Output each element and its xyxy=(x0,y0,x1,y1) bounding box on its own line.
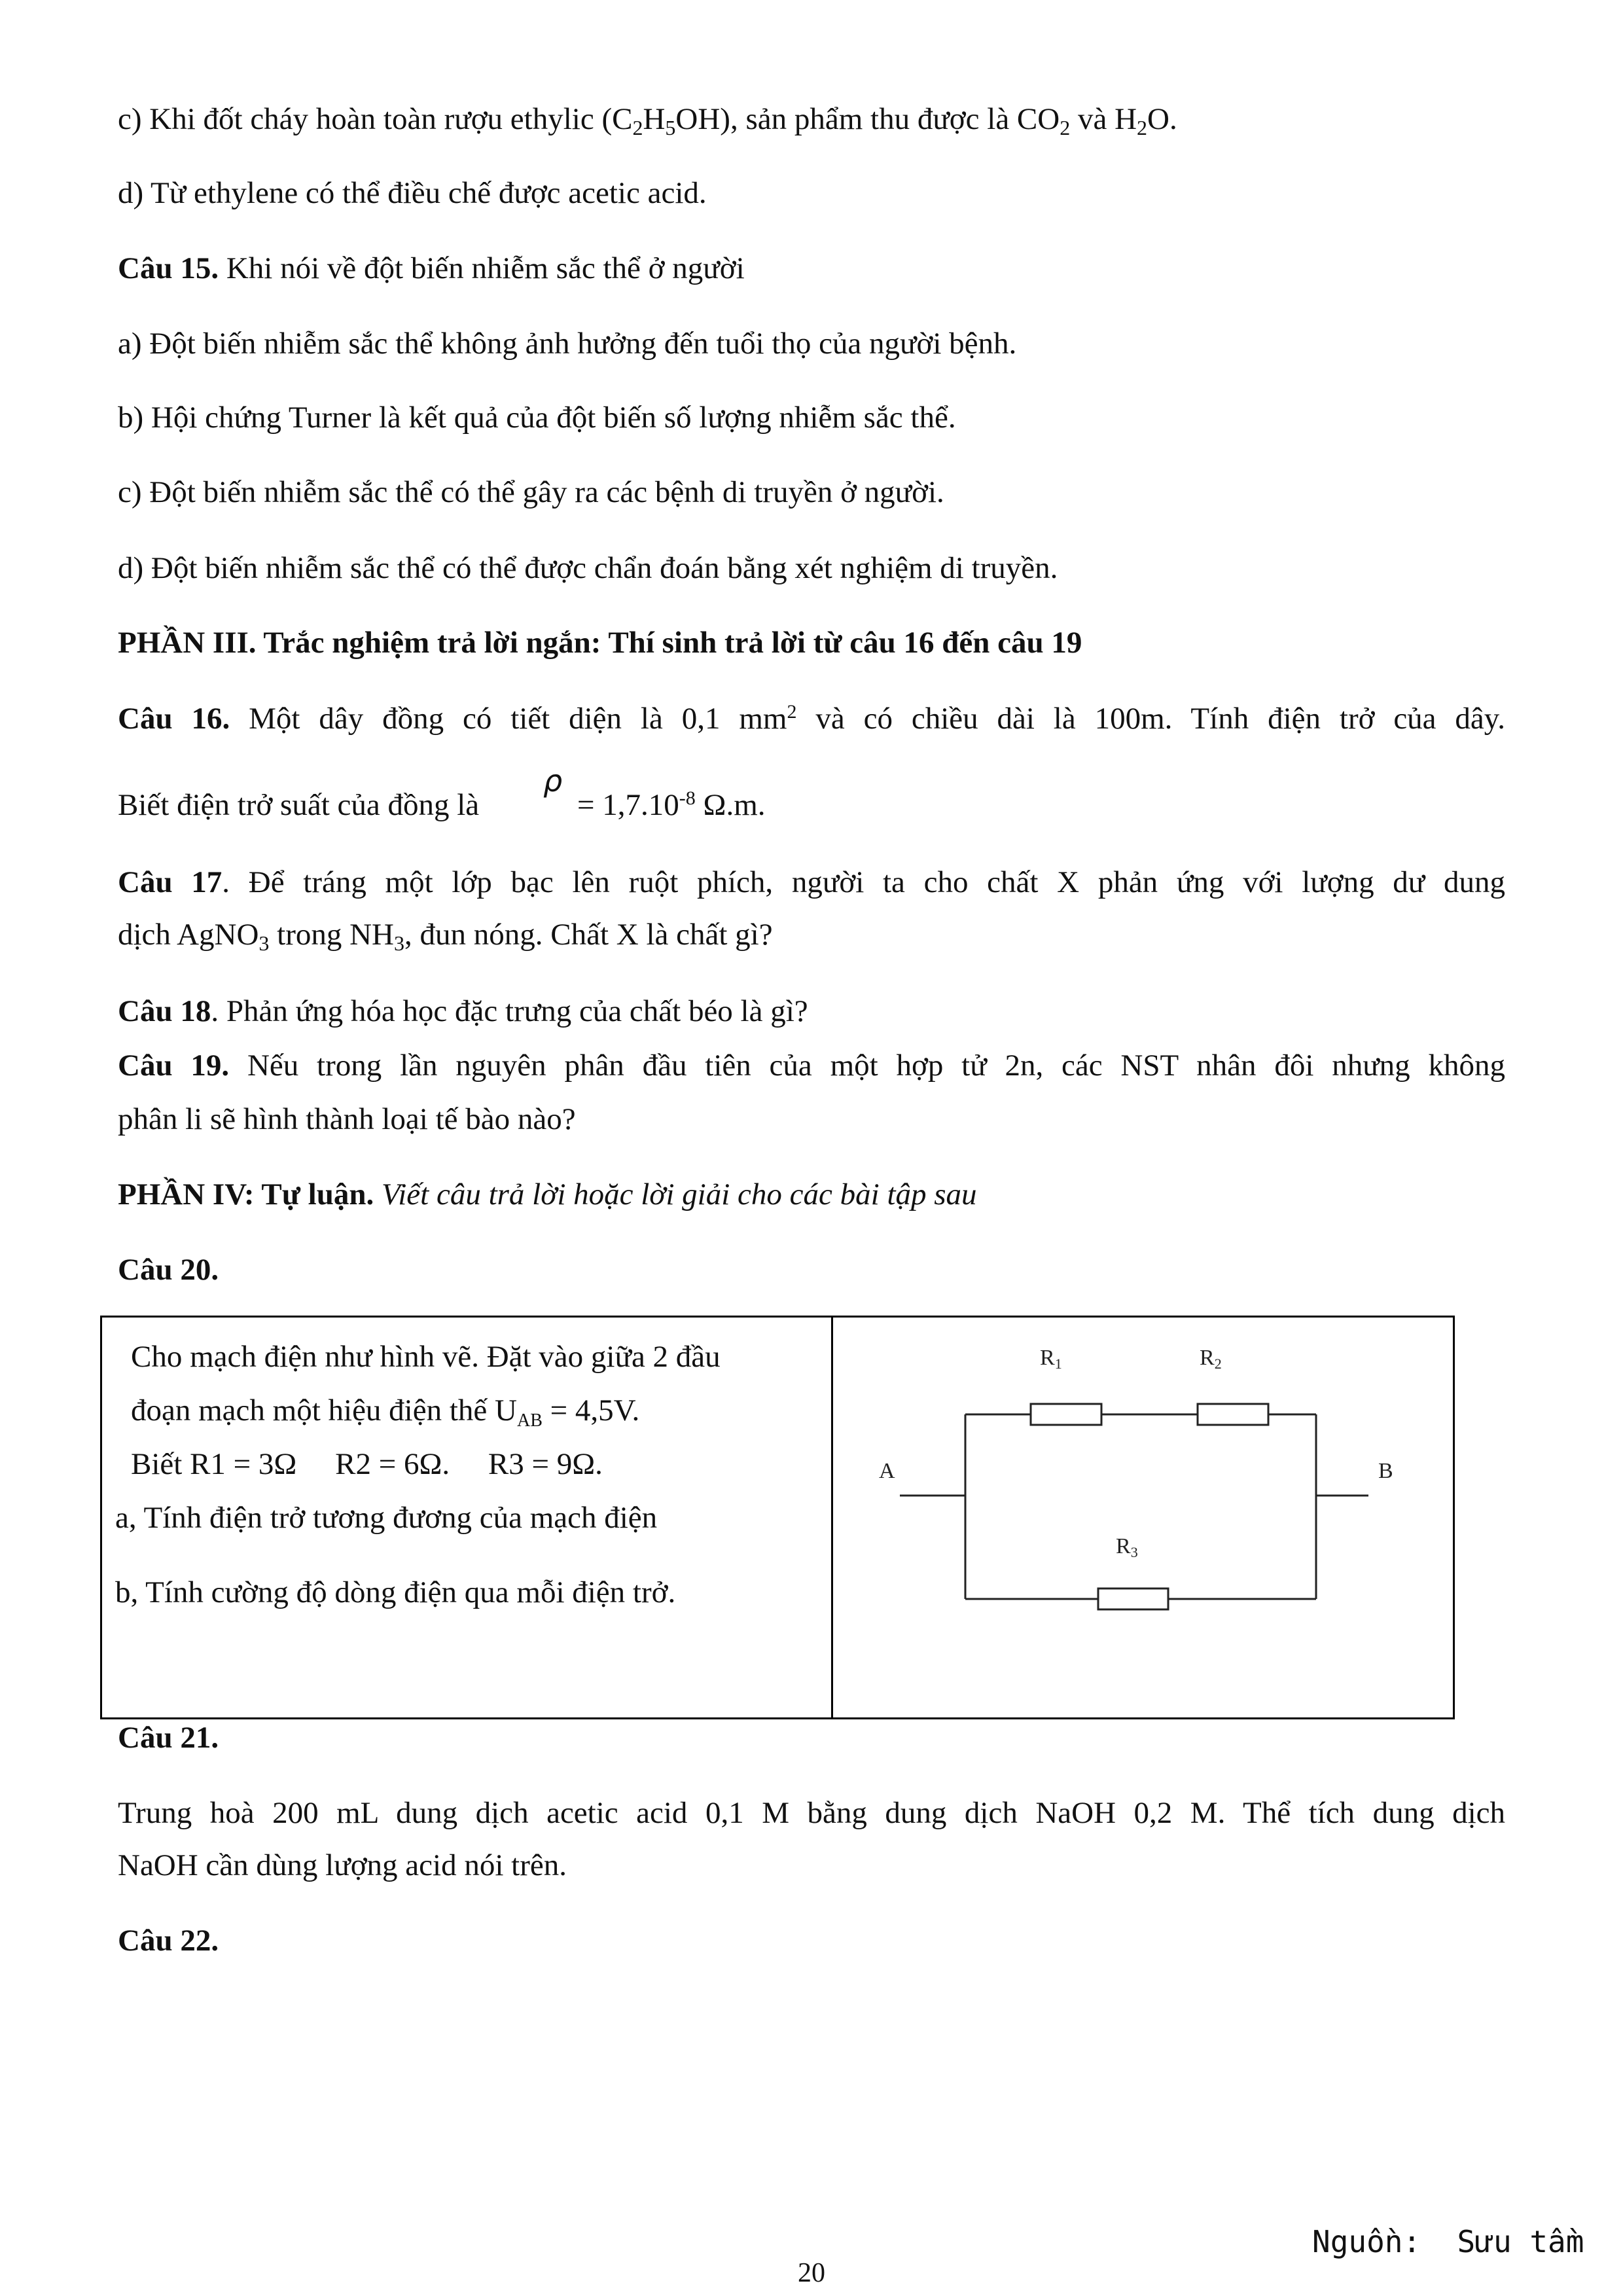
resistor-r1 xyxy=(1031,1404,1101,1425)
label-r2 xyxy=(1200,1346,1222,1372)
q14-c-text: c) Khi đốt cháy hoàn toàn rượu ethylic (C xyxy=(118,102,633,136)
resistor-r2 xyxy=(1198,1404,1268,1425)
q16-sup: 2 xyxy=(787,701,797,723)
q21-line2: NaOH cần dùng lượng acid nói trên. xyxy=(118,1848,567,1882)
q16-line2-value xyxy=(577,785,766,825)
q14-c-sub: 5 xyxy=(665,116,676,139)
q14-c-sub: 2 xyxy=(632,116,643,139)
q18-label: Câu 18 xyxy=(118,994,211,1028)
q16-text: Ω.m. xyxy=(695,788,766,822)
q19-line1 xyxy=(118,1046,1505,1085)
q17-sub: 3 xyxy=(259,931,270,955)
q14-c-text: và H xyxy=(1070,102,1137,136)
q14-option-d: d) Từ ethylene có thể điều chế được acetic acid. xyxy=(118,176,707,210)
q20-line1: Cho mạch điện như hình vẽ. Đặt vào giữa 2 đầu xyxy=(131,1340,721,1374)
q15-option-d: d) Đột biến nhiễm sắc thể có thể được chẩn đoán bằng xét nghiệm di truyền. xyxy=(118,551,1058,585)
q18 xyxy=(118,992,808,1031)
q15-label: Câu 15. xyxy=(118,251,219,285)
label-r3-main: R xyxy=(1116,1534,1131,1558)
label-r2-sub: 2 xyxy=(1214,1355,1222,1372)
q19-line2: phân li sẽ hình thành loại tế bào nào? xyxy=(118,1102,576,1136)
q20-sub: AB xyxy=(516,1410,543,1431)
q15-option-a: a) Đột biến nhiễm sắc thể không ảnh hưởng đến tuổi thọ của người bệnh. xyxy=(118,327,1017,361)
q21-line1: Trung hoà 200 mL dung dịch acetic acid 0,1 M bằng dung dịch NaOH 0,2 M. Thể tích dung dịch xyxy=(118,1796,1505,1830)
label-node-a: A xyxy=(879,1459,895,1483)
q20-text: = 4,5V. xyxy=(542,1393,640,1427)
q20-text-cell xyxy=(101,1317,832,1719)
q17-text: trong NH xyxy=(269,918,394,952)
label-node-b: B xyxy=(1378,1459,1393,1483)
label-r2-main: R xyxy=(1200,1346,1215,1370)
q19-text: Nếu trong lần nguyên phân đầu tiên của một hợp tử 2n, các NST nhân đôi nhưng không xyxy=(229,1049,1505,1083)
q16-text: và có chiều dài là 100m. Tính điện trở của dây. xyxy=(796,702,1505,736)
q17-text: , đun nóng. Chất X là chất gì? xyxy=(404,918,773,952)
q16-text: = 1,7.10 xyxy=(577,788,679,822)
q20-text: đoạn mạch một hiệu điện thế U xyxy=(131,1393,517,1427)
label-r1-sub: 1 xyxy=(1054,1355,1062,1372)
q14-c-text: H xyxy=(643,102,666,136)
q20-circuit-cell xyxy=(832,1317,1454,1719)
source-footer: Nguồn: Sưu tầm xyxy=(1312,2224,1584,2259)
q20-table xyxy=(100,1316,1455,1719)
q21-label: Câu 21. xyxy=(118,1721,219,1755)
resistor-r3 xyxy=(1098,1588,1168,1609)
q16-sup: -8 xyxy=(679,787,696,809)
label-r1 xyxy=(1040,1346,1062,1372)
q15-stem xyxy=(118,249,745,288)
q17-line1 xyxy=(118,863,1505,902)
q19-label: Câu 19. xyxy=(118,1049,230,1083)
label-r1-main: R xyxy=(1040,1346,1055,1370)
q16-line1 xyxy=(118,699,1505,738)
page-number: 20 xyxy=(798,2258,825,2288)
q14-c-sub: 2 xyxy=(1060,116,1071,139)
q20-line3: Biết R1 = 3Ω R2 = 6Ω. R3 = 9Ω. xyxy=(131,1447,603,1481)
q14-c-text: O. xyxy=(1147,102,1177,136)
q17-line2 xyxy=(118,915,773,954)
rho-symbol: ρ xyxy=(543,763,563,798)
q20-question-b: b, Tính cường độ dòng điện qua mỗi điện trở. xyxy=(115,1575,676,1609)
part4-instruction: Viết câu trả lời hoặc lời giải cho các bài tập sau xyxy=(374,1177,977,1211)
part4-label: PHẦN IV: Tự luận. xyxy=(118,1177,374,1211)
q16-line2: Biết điện trở suất của đồng là xyxy=(118,788,480,822)
q15-option-b: b) Hội chứng Turner là kết quả của đột biến số lượng nhiễm sắc thể. xyxy=(118,401,956,435)
circuit-diagram xyxy=(833,1318,1455,1714)
q17-text: dịch AgNO xyxy=(118,918,259,952)
q17-text: . Để tráng một lớp bạc lên ruột phích, người ta cho chất X phản ứng với lượng dư dung xyxy=(222,865,1505,899)
q17-label: Câu 17 xyxy=(118,865,223,899)
q20-label: Câu 20. xyxy=(118,1253,219,1287)
label-r3-sub: 3 xyxy=(1130,1544,1138,1560)
q16-text: Một dây đồng có tiết diện là 0,1 mm xyxy=(249,702,787,736)
q14-option-c xyxy=(118,99,1177,139)
q20-question-a: a, Tính điện trở tương đương của mạch điện xyxy=(115,1501,658,1535)
q14-c-text: OH), sản phẩm thu được là CO xyxy=(675,102,1060,136)
label-r3 xyxy=(1116,1534,1138,1560)
part4-heading xyxy=(118,1175,977,1214)
q15-option-c: c) Đột biến nhiễm sắc thể có thể gây ra các bệnh di truyền ở người. xyxy=(118,475,944,509)
q16-label: Câu 16. xyxy=(118,702,230,736)
part3-heading: PHẦN III. Trắc nghiệm trả lời ngắn: Thí sinh trả lời từ câu 16 đến câu 19 xyxy=(118,626,1082,660)
q22-label: Câu 22. xyxy=(118,1924,219,1958)
q20-line2 xyxy=(131,1391,639,1430)
q18-text: . Phản ứng hóa học đặc trưng của chất béo là gì? xyxy=(211,994,808,1028)
q17-sub: 3 xyxy=(394,931,404,955)
q14-c-sub: 2 xyxy=(1137,116,1148,139)
q15-stem-text: Khi nói về đột biến nhiễm sắc thể ở người xyxy=(219,251,745,285)
